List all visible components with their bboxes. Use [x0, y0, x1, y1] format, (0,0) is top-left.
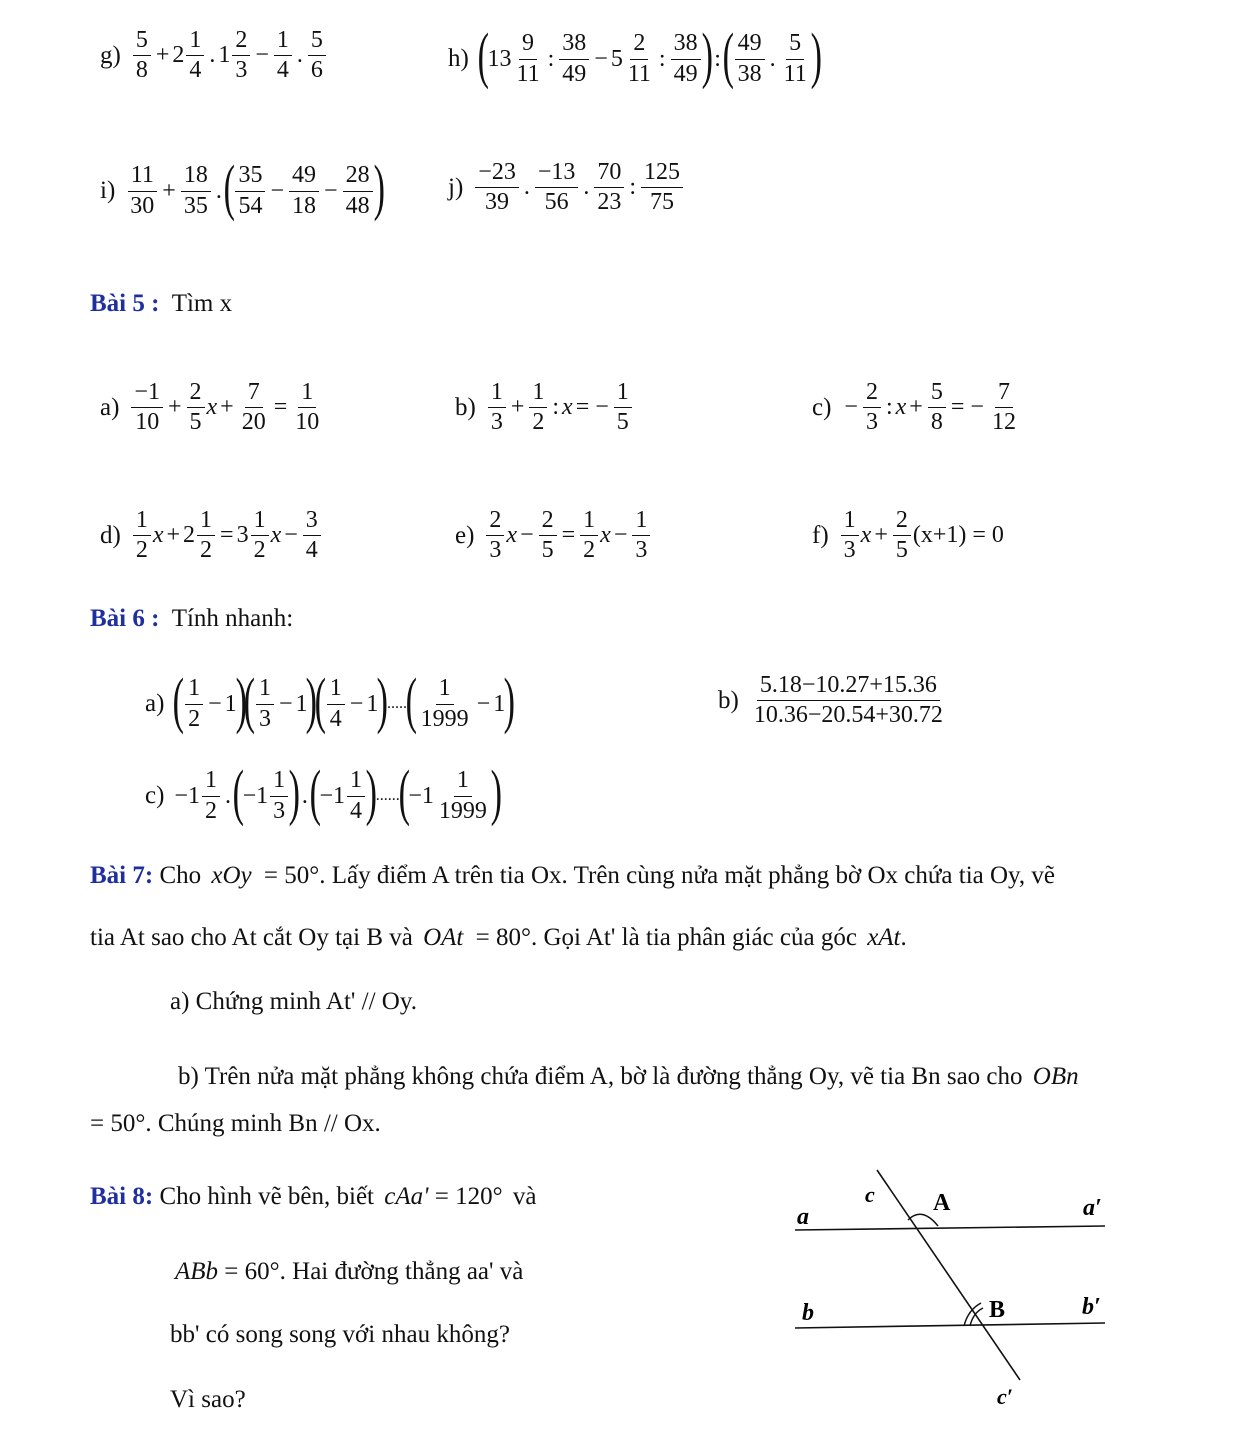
fraction: $\frac{9}{11}$: [516, 30, 540, 87]
fraction: $\frac{3}{4}$: [303, 508, 321, 563]
fraction: $\frac{18}{35}$: [181, 163, 211, 218]
item-label: a): [100, 393, 120, 421]
exercise-6c: c) − 1 $\frac{1}{2}$ . ( − 1 $\frac{1}{3}$ ) . ( − 1 $\frac{1}{4}$ ) ...... ( − 1 $\frac{1}{1999}$ ): [145, 759, 502, 827]
fraction: $\frac{1}{2}$: [133, 508, 151, 563]
bai7-line2: tia At sao cho At cắt Oy tại B và OAt = 80°. Gọi At' là tia phân giác của góc xAt.: [90, 924, 907, 951]
fraction: $\frac{1}{4}$: [186, 28, 204, 83]
bai7-question-b: b) Trên nửa mặt phẳng không chứa điểm A, bờ là đường thẳng Oy, vẽ tia Bn sao cho OBn: [178, 1063, 1079, 1090]
bai7-question-a: a) Chứng minh At' // Oy.: [170, 988, 417, 1015]
fraction: $\frac{5}{6}$: [308, 28, 326, 83]
exercise-6b: [718, 673, 948, 728]
fraction: $\frac{-1}{10}$: [131, 380, 163, 435]
section-text: Tính nhanh:: [171, 605, 294, 632]
fraction: $\frac{1}{4}$: [327, 676, 345, 731]
bai7-line1: Bài 7: Cho xOy = 50°. Lấy điểm A trên tia Ox. Trên cùng nửa mặt phẳng bờ Ox chứa tia Oy, vẽ: [90, 862, 1056, 889]
fraction: $\frac{2}{11}$: [627, 30, 651, 87]
item-label: f): [812, 521, 829, 549]
label-B: B: [989, 1297, 1006, 1323]
section-title: Bài 5 :: [90, 290, 160, 317]
exercise-j: j) $\frac{-23}{39}$ . $\frac{-13}{56}$ . $\frac{70}{23}$ : $\frac{125}{75}$: [448, 160, 685, 215]
bai8-line4: Vì sao?: [170, 1386, 246, 1413]
item-label: g): [100, 41, 121, 69]
bai8-line3: bb' có song song với nhau không?: [170, 1321, 510, 1348]
equation-tail: (x+1) = 0: [912, 522, 1004, 549]
line-aa: [795, 1226, 1105, 1230]
fraction: $\frac{5}{11}$: [783, 30, 807, 87]
fraction: $\frac{2}{3}$: [863, 380, 881, 435]
bai8-line1: Bài 8: Cho hình vẽ bên, biết cAa' = 120° và: [90, 1183, 537, 1210]
item-label: c): [145, 782, 165, 809]
exercise-5f: f) $\frac{1}{3}$ x + $\frac{2}{5}$ (x+1) = 0: [812, 507, 1004, 564]
item-label: d): [100, 521, 121, 549]
fraction: $\frac{5.18-10.27+15.36}{10.36-20.54+30.72}$: [753, 672, 943, 729]
fraction: $\frac{1}{3}$: [632, 508, 650, 563]
angle-arc-A: [908, 1214, 938, 1226]
angle-xOy: xOy: [211, 862, 252, 889]
section-title: Bài 8:: [90, 1183, 154, 1210]
fraction: $\frac{1}{4}$: [274, 28, 292, 83]
fraction: $\frac{49}{38}$: [735, 31, 765, 86]
label-c-prime: c′: [997, 1384, 1013, 1409]
item-label: i): [100, 177, 116, 204]
angle-OBn: OBn: [1032, 1063, 1079, 1090]
fraction: $\frac{1}{2}$: [580, 508, 598, 563]
label-b: b: [802, 1300, 814, 1326]
fraction: $\frac{11}{30}$: [127, 163, 157, 218]
fraction: $\frac{38}{49}$: [559, 31, 589, 86]
fraction: $\frac{1}{5}$: [614, 380, 632, 435]
fraction: $\frac{1}{4}$: [347, 768, 365, 823]
fraction: $\frac{70}{23}$: [594, 160, 624, 215]
exercise-6a: a) ( $\frac{1}{2}$ − 1 ) ( $\frac{1}{3}$ − 1 ) ( $\frac{1}{4}$ − 1 ) ..... ( $\frac{1}{1999}$ − 1 ): [145, 667, 516, 735]
item-label: h): [448, 45, 469, 72]
fraction: $\frac{1}{3}$: [841, 508, 859, 563]
fraction: $\frac{-23}{39}$: [475, 160, 519, 215]
fraction: $\frac{28}{48}$: [343, 163, 373, 218]
label-c: c: [865, 1182, 875, 1207]
exercise-i: i) $\frac{11}{30}$ + $\frac{18}{35}$ . ( $\frac{35}{54}$ − $\frac{49}{18}$ − $\frac{28}{48}$ ): [100, 154, 385, 222]
fraction: $\frac{7}{20}$: [241, 379, 266, 436]
section-title: Bài 7:: [90, 862, 154, 889]
item-label: c): [812, 393, 832, 421]
fraction: $\frac{35}{54}$: [235, 163, 265, 218]
fraction: $\frac{38}{49}$: [671, 31, 701, 86]
fraction: $\frac{1}{2}$: [529, 380, 547, 435]
label-A: A: [933, 1190, 951, 1216]
exercise-g: g) $\frac{5}{8}$ + 2 $\frac{1}{4}$ . 1 $\frac{2}{3}$ − $\frac{1}{4}$ . $\frac{5}{6}$: [100, 28, 328, 83]
label-a: a: [797, 1204, 809, 1230]
fraction: $\frac{1}{2}$: [251, 508, 269, 563]
exercise-5a: a) $\frac{-1}{10}$ + $\frac{2}{5}$ x + $\frac{7}{20}$ = $\frac{1}{10}$: [100, 380, 324, 435]
angle-OAt: OAt: [423, 924, 464, 951]
angle-cAa: cAa': [384, 1183, 429, 1210]
parallel-lines-figure: [780, 1160, 1120, 1410]
fraction: $\frac{1}{2}$: [202, 768, 220, 823]
angle-arc-B1: [964, 1303, 981, 1326]
fraction: $\frac{2}{5}$: [187, 380, 205, 435]
item-label: b): [455, 393, 476, 421]
fraction: $\frac{1}{1999}$: [438, 767, 487, 824]
fraction: $\frac{1}{1999}$: [420, 675, 469, 732]
exercise-5d: d) $\frac{1}{2}$ x + 2 $\frac{1}{2}$ = 3 $\frac{1}{2}$ x − $\frac{3}{4}$: [100, 508, 323, 563]
item-label: b): [718, 686, 739, 714]
bai7-question-b-cont: = 50°. Chúng minh Bn // Ox.: [90, 1110, 381, 1137]
fraction: $\frac{2}{3}$: [486, 508, 504, 563]
fraction: $\frac{1}{3}$: [270, 768, 288, 823]
item-label: a): [145, 690, 165, 717]
section-title: Bài 6 :: [90, 605, 160, 632]
label-a-prime: a′: [1083, 1195, 1102, 1221]
fraction: $\frac{5}{8}$: [928, 380, 946, 435]
fraction: $\frac{7}{12}$: [991, 379, 1016, 436]
fraction: $\frac{5}{8}$: [133, 28, 151, 83]
exercise-5b: b) $\frac{1}{3}$ + $\frac{1}{2}$ : x = − $\frac{1}{5}$: [455, 380, 634, 435]
fraction: $\frac{-13}{56}$: [535, 160, 579, 215]
fraction: $\frac{49}{18}$: [289, 163, 319, 218]
fraction: $\frac{2}{5}$: [893, 508, 911, 563]
fraction: $\frac{1}{3}$: [256, 676, 274, 731]
fraction: $\frac{2}{5}$: [539, 508, 557, 563]
bai6-heading: [90, 605, 293, 633]
item-label: e): [455, 521, 475, 549]
section-text: Tìm x: [171, 290, 233, 317]
fraction: $\frac{2}{3}$: [232, 28, 250, 83]
angle-ABb: ABb: [175, 1258, 219, 1285]
line-bb: [795, 1323, 1105, 1328]
fraction: $\frac{1}{2}$: [185, 676, 203, 731]
exercise-5c: c) − $\frac{2}{3}$ : x + $\frac{5}{8}$ = − $\frac{7}{12}$: [812, 380, 1021, 435]
angle-xAt: xAt: [867, 924, 901, 951]
fraction: $\frac{1}{2}$: [197, 508, 215, 563]
exercise-5e: e) $\frac{2}{3}$ x − $\frac{2}{5}$ = $\frac{1}{2}$ x − $\frac{1}{3}$: [455, 508, 652, 563]
label-b-prime: b′: [1082, 1294, 1101, 1320]
bai5-heading: [90, 290, 232, 318]
item-label: j): [448, 173, 464, 201]
fraction: $\frac{125}{75}$: [641, 160, 683, 215]
fraction: $\frac{1}{10}$: [295, 379, 320, 436]
bai8-line2: ABb = 60°. Hai đường thẳng aa' và: [175, 1258, 524, 1285]
exercise-h: h) ( 13 $\frac{9}{11}$ : $\frac{38}{49}$ − 5 $\frac{2}{11}$ : $\frac{38}{49}$ ) : ( $\frac{49}{38}$ . $\frac{5}{11}$ ): [448, 22, 822, 90]
fraction: $\frac{1}{3}$: [488, 380, 506, 435]
